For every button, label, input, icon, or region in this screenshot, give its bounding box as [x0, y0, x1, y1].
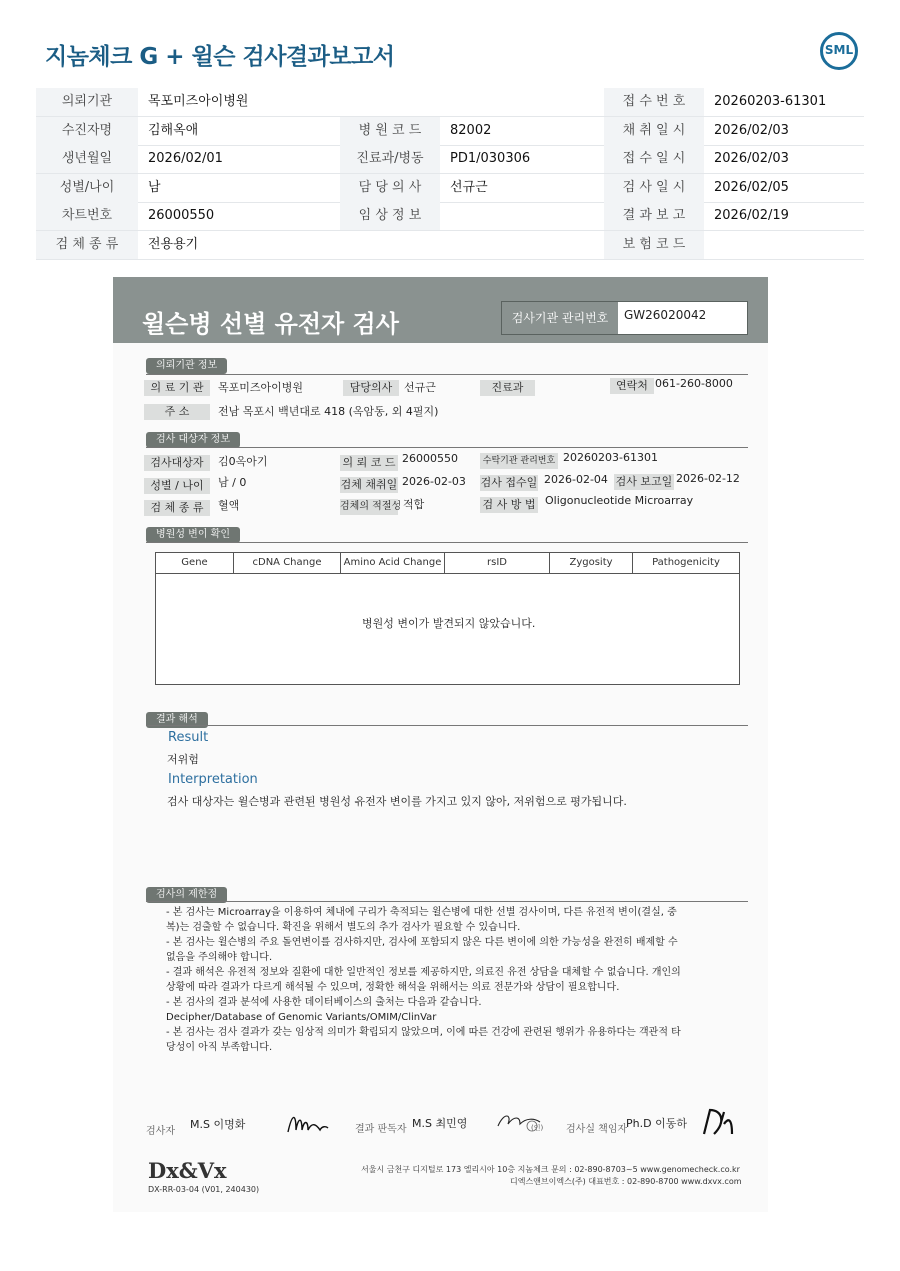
- limitation-line: 상황에 따라 결과가 다르게 해석될 수 있으며, 정확한 해석을 위해서는 의료 전문가와 상담이 필요합니다.: [166, 982, 620, 993]
- section-variants: 병원성 변이 확인: [146, 527, 240, 543]
- limitation-line: 당성이 아직 부족합니다.: [166, 1042, 273, 1053]
- section-divider: [146, 374, 748, 375]
- section-divider: [146, 447, 748, 448]
- summary-value: 김해옥애: [148, 122, 199, 138]
- summary-value: [704, 231, 864, 259]
- summary-label: 성별/나이: [36, 174, 138, 202]
- director-label: 검사실 책임자: [566, 1124, 628, 1135]
- contact-label: 연락처: [610, 378, 654, 394]
- summary-value: 82002: [450, 122, 492, 138]
- section-interpretation: 결과 해석: [146, 712, 208, 728]
- section-limitations: 검사의 제한점: [146, 887, 227, 903]
- collect-value: 2026-02-03: [402, 475, 466, 488]
- summary-value: 2026/02/05: [714, 179, 789, 195]
- no-variant-message: 병원성 변이가 발견되지 않았습니다.: [362, 617, 536, 630]
- trust-value: 20260203-61301: [563, 451, 658, 464]
- summary-label: 보 험 코 드: [604, 231, 704, 259]
- method-label: 검 사 방 법: [480, 497, 538, 513]
- mgmt-number-value: GW26020042: [624, 308, 707, 322]
- col-pathogenicity: Pathogenicity: [652, 557, 720, 568]
- summary-label: 수진자명: [36, 117, 138, 145]
- result-value: 저위험: [167, 753, 199, 766]
- summary-label: 검 사 일 시: [604, 174, 704, 202]
- col-gene: Gene: [156, 553, 234, 573]
- table-header-divider: [156, 573, 739, 574]
- summary-label: 담 당 의 사: [340, 174, 440, 202]
- footer-address: 서울시 금천구 디지털로 173 엘리시아 10층 지놈체크 문의 : 02-890-8703~5 www.genomecheck.co.kr: [361, 1165, 740, 1174]
- summary-row: [36, 117, 864, 146]
- suitability-label: 검체의 적절성: [340, 499, 398, 515]
- summary-label: 진료과/병동: [340, 145, 440, 173]
- summary-value: 목포미즈아이병원: [148, 94, 249, 109]
- org-value: 목포미즈아이병원: [218, 381, 304, 394]
- limitation-line: - 결과 해석은 유전적 정보와 질환에 대한 일반적인 정보를 제공하지만, 의료진 유전 상담을 대체할 수 없습니다. 개인의: [166, 967, 681, 978]
- col-cdna: cDNA Change: [234, 553, 341, 573]
- summary-label: 결 과 보 고: [604, 202, 704, 230]
- page-title: 지놈체크 G + 윌슨 검사결과보고서: [45, 44, 395, 70]
- tester-signature: [284, 1108, 330, 1138]
- section-divider: [146, 901, 748, 902]
- limitation-line: - 본 검사는 Microarray을 이용하여 체내에 구리가 축적되는 윌슨병에 대한 선별 검사이며, 다른 유전적 변이(결실, 중: [166, 907, 677, 918]
- summary-value: [440, 202, 604, 230]
- limitation-line: - 본 검사는 검사 결과가 갖는 임상적 의미가 확립되지 않았으며, 이에 따른 건강에 관련된 행위가 유용하다는 객관적 타: [166, 1027, 681, 1038]
- summary-label: 채 취 일 시: [604, 117, 704, 145]
- summary-label: 접 수 일 시: [604, 145, 704, 173]
- interpretation-heading: Interpretation: [168, 772, 258, 787]
- col-amino: Amino Acid Change: [341, 553, 445, 573]
- reqcode-label: 의 뢰 코 드: [340, 455, 398, 471]
- summary-value: 전용용기: [148, 237, 199, 252]
- section-subject: 검사 대상자 정보: [146, 432, 240, 448]
- reviewer-label: 결과 판독자: [355, 1124, 407, 1135]
- footer-company: 디엑스앤브이엑스(주) 대표번호 : 02-890-8700 www.dxvx.com: [510, 1177, 742, 1186]
- summary-label: 검 체 종 류: [36, 231, 138, 259]
- summary-row: [36, 88, 864, 117]
- summary-row: [36, 202, 864, 231]
- org-label: 의 료 기 관: [144, 380, 210, 396]
- summary-row: [36, 174, 864, 203]
- specimen-value: 혈액: [218, 499, 240, 512]
- col-rsid: rsID: [445, 553, 550, 573]
- address-label: 주 소: [144, 404, 210, 420]
- result-heading: Result: [168, 730, 209, 745]
- limitation-line: - 본 검사의 결과 분석에 사용한 데이터베이스의 출처는 다음과 같습니다.: [166, 997, 482, 1008]
- reported-label: 검사 보고일: [615, 475, 673, 488]
- summary-value: 20260203-61301: [714, 94, 827, 109]
- summary-label: 임 상 정 보: [340, 202, 440, 230]
- reviewer-name: M.S 최민영: [412, 1117, 468, 1130]
- report-panel: [113, 277, 768, 1212]
- specimen-label: 검 체 종 류: [144, 500, 210, 516]
- summary-label: 생년월일: [36, 145, 138, 173]
- summary-value: PD1/030306: [450, 151, 531, 167]
- reqcode-value: 26000550: [402, 452, 458, 465]
- reported-value: 2026-02-12: [676, 472, 740, 485]
- limitation-line: 복)는 검출할 수 없습니다. 확진을 위해서 별도의 추가 검사가 필요할 수 있습니다.: [166, 922, 521, 933]
- section-institution: 의뢰기관 정보: [146, 358, 227, 374]
- sml-logo: [820, 32, 858, 72]
- limitation-line: 없음을 주의해야 합니다.: [166, 952, 273, 963]
- tester-name: M.S 이명화: [190, 1118, 246, 1131]
- report-title: 윌슨병 선별 유전자 검사: [142, 310, 399, 338]
- summary-value: 선규근: [450, 179, 488, 195]
- summary-label: 병 원 코 드: [340, 117, 440, 145]
- seal-mark: (인): [531, 1124, 544, 1132]
- limitation-line: - 본 검사는 윌슨병의 주요 돌연변이를 검사하지만, 검사에 포함되지 않은 다른 변이에 의한 가능성을 완전히 배제할 수: [166, 937, 678, 948]
- doctor-value: 선규근: [404, 381, 436, 394]
- summary-value: 남: [148, 179, 161, 195]
- summary-value: 26000550: [148, 208, 215, 224]
- suitability-value: 적합: [403, 498, 425, 511]
- dept-label: 진료과: [480, 380, 535, 396]
- summary-value: 2026/02/03: [714, 151, 789, 167]
- summary-label: 접 수 번 호: [604, 88, 704, 116]
- sexage-label: 성별 / 나이: [144, 478, 210, 494]
- subject-name-label: 검사대상자: [144, 455, 210, 471]
- director-name: Ph.D 이동하: [626, 1117, 687, 1130]
- summary-value: 2026/02/19: [714, 208, 789, 224]
- tester-label: 검사자: [146, 1126, 175, 1137]
- received-value: 2026-02-04: [544, 473, 608, 486]
- received-label: 검사 접수일: [480, 476, 538, 489]
- director-signature: [698, 1104, 740, 1138]
- collect-label: 검체 채취일: [340, 478, 398, 491]
- summary-label: 의뢰기관: [36, 88, 138, 116]
- summary-row: [36, 231, 864, 260]
- dxvx-logo: Dx&Vx: [148, 1158, 227, 1183]
- limitation-line: Decipher/Database of Genomic Variants/OMIM/ClinVar: [166, 1012, 437, 1023]
- summary-row: [36, 145, 864, 174]
- summary-label: 차트번호: [36, 202, 138, 230]
- trust-label: 수탁기관 관리번호: [480, 453, 558, 469]
- logo-text: SML: [824, 43, 854, 57]
- section-divider: [146, 542, 748, 543]
- summary-value: 2026/02/01: [148, 151, 223, 167]
- doc-code: DX-RR-03-04 (V01, 240430): [148, 1185, 260, 1194]
- col-zygosity: Zygosity: [550, 553, 633, 573]
- section-divider: [146, 725, 748, 726]
- sexage-value: 남 / 0: [218, 476, 247, 489]
- contact-value: 061-260-8000: [655, 377, 733, 390]
- interpretation-value: 검사 대상자는 윌슨병과 관련된 병원성 유전자 변이를 가지고 있지 않아, 저위험으로 평가됩니다.: [167, 795, 627, 808]
- method-value: Oligonucleotide Microarray: [545, 494, 694, 507]
- address-value: 전남 목포시 백년대로 418 (옥암동, 외 4필지): [218, 405, 439, 418]
- doctor-label: 담당의사: [343, 380, 399, 396]
- subject-name-value: 김0옥아기: [218, 455, 268, 468]
- mgmt-number-label: 검사기관 관리번호: [502, 302, 618, 334]
- summary-value: 2026/02/03: [714, 122, 789, 138]
